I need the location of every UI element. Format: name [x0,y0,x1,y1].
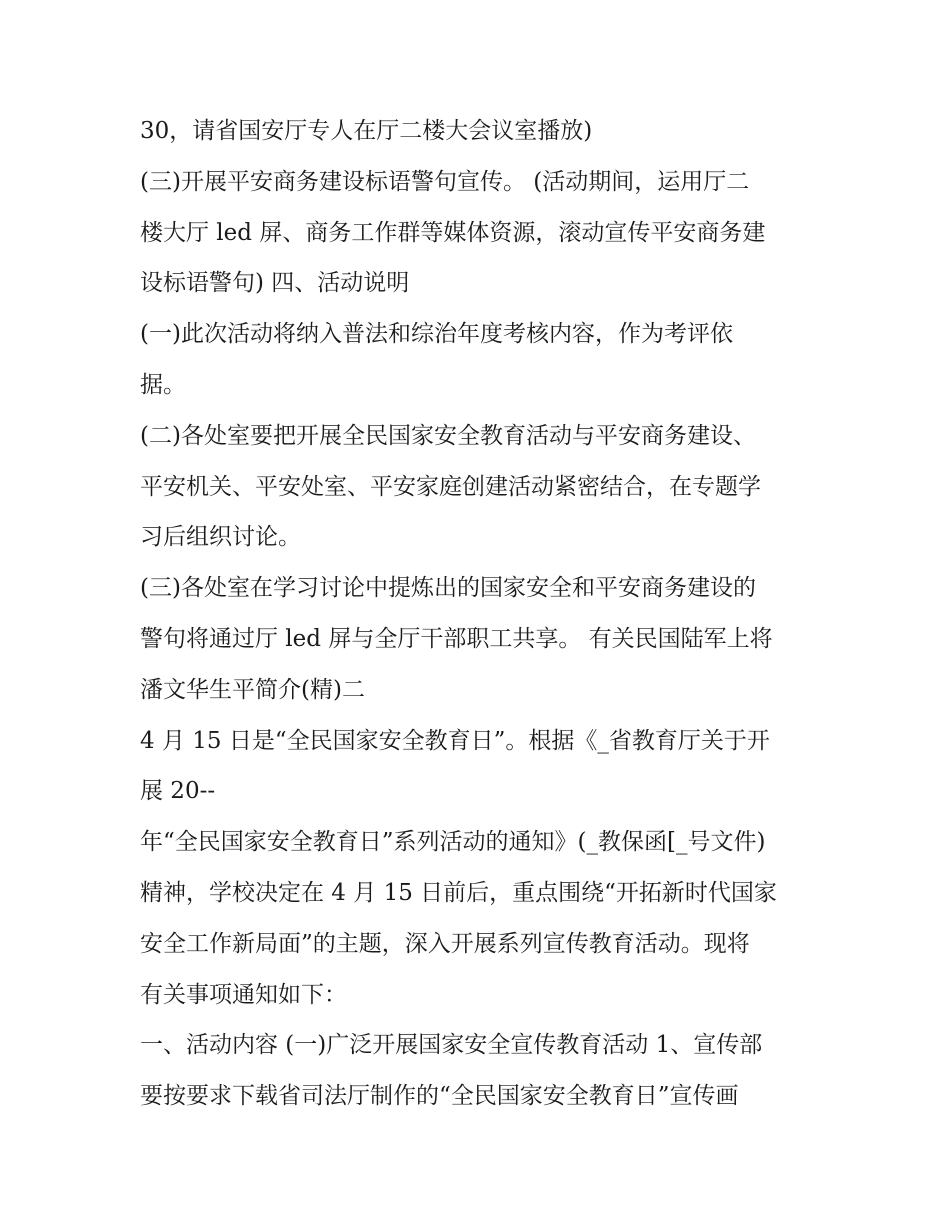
text-line: (一)此次活动将纳入普法和综治年度考核内容，作为考评依 [140,321,733,348]
text-line: (三)开展平安商务建设标语警句宣传。 (活动期间，运用厅二 [140,168,750,195]
text-line: 平安机关、平安处室、平安家庭创建活动紧密结合，在专题学 [140,473,761,500]
text-line: (二)各处室要把开展全民国家安全教育活动与平安商务建设、 [140,422,756,449]
text-line: (三)各处室在学习讨论中提炼出的国家安全和平安商务建设的 [140,575,756,602]
text-line: 据。 [140,371,186,398]
text-line: 4 月 15 日是“全民国家安全教育日”。根据《_省教育厅关于开 [140,727,770,754]
text-line: 设标语警句) 四、活动说明 [140,270,410,297]
text-line: 精神，学校决定在 4 月 15 日前后，重点围绕“开拓新时代国家 [140,879,777,906]
document-body [140,106,830,1122]
text-line: 30，请省国安厅专人在厅二楼大会议室播放) [140,118,593,144]
text-line: 展 20-- [140,778,216,805]
text-line: 安全工作新局面”的主题，深入开展系列宣传教育活动。现将 [140,930,750,957]
text-line: 潘文华生平简介(精)二 [140,676,365,703]
text-line: 年“全民国家安全教育日”系列活动的通知》(_教保函[_号文件) [140,829,766,856]
text-line: 警句将通过厅 led 屏与全厅干部职工共享。 有关民国陆军上将 [140,625,773,652]
text-line: 楼大厅 led 屏、商务工作群等媒体资源，滚动宣传平安商务建 [140,219,766,246]
text-line: 要按要求下载省司法厅制作的“全民国家安全教育日”宣传画 [140,1083,739,1110]
text-line: 有关事项通知如下： [140,981,347,1008]
text-line: 习后组织讨论。 [140,524,301,551]
text-line: 一、活动内容 (一)广泛开展国家安全宣传教育活动 1、宣传部 [140,1032,763,1059]
